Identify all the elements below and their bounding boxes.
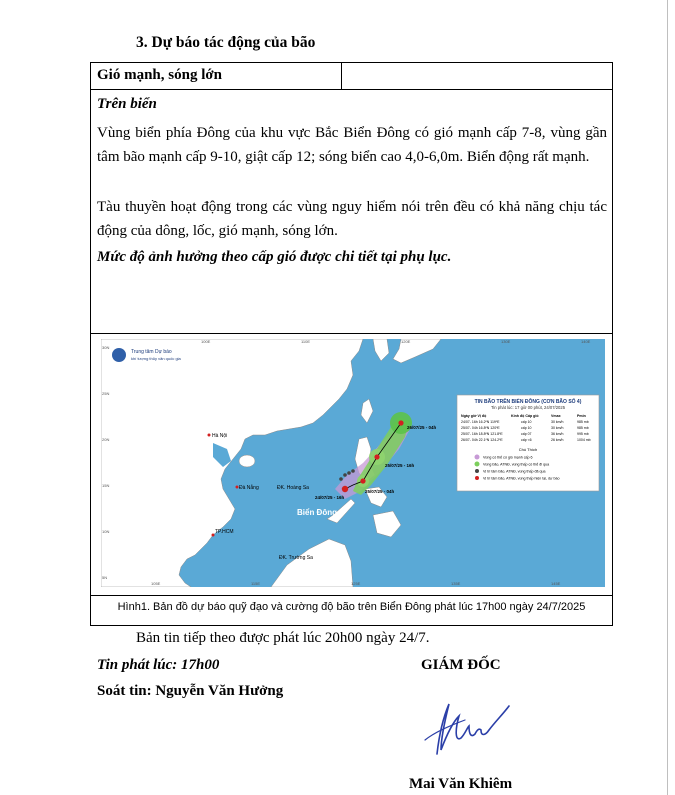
- legend-cone-icon: [475, 462, 480, 467]
- svg-text:cấp 10: cấp 10: [521, 426, 532, 430]
- bulletin-col-2: Kinh độ Cấp gió: [511, 414, 539, 418]
- signer-name: Mai Văn Khiêm: [409, 776, 513, 792]
- bulletin-col-4: Pmin: [577, 414, 586, 418]
- agency-logo-icon: [112, 348, 126, 362]
- svg-text:30 km/h: 30 km/h: [551, 426, 564, 430]
- appendix-note: Mức độ ảnh hưởng theo cấp gió được chi tiết tại phụ lục.: [97, 249, 452, 265]
- track-label-26-04: 26/07/25 - 04h: [407, 425, 437, 430]
- svg-text:145E: 145E: [551, 581, 561, 586]
- legend-item-4: Vị trí tâm bão, ATNĐ, vùng thấp hiện tại, dự báo: [483, 476, 560, 481]
- svg-text:cấp 10: cấp 10: [521, 420, 532, 424]
- legend-item-2: Vùng bão, ATNĐ, vùng thấp có thể đi qua: [483, 462, 550, 467]
- bulletin-col-3: Vmax: [551, 414, 561, 418]
- wind-wave-paragraph: Vùng biển phía Đông của khu vực Bắc Biển Đông có gió mạnh cấp 7-8, vùng gần tâm bão mạnh cấp 9-10, giật cấp 12; sóng biển cao 4,0-6,0m. Biển động rất mạnh.: [97, 125, 607, 165]
- svg-text:115E: 115E: [251, 581, 261, 586]
- legend-item-3: Vị trí tâm bão, ATNĐ, vùng thấp đã qua: [483, 469, 546, 474]
- svg-text:105E: 105E: [151, 581, 161, 586]
- table-header-label: Gió mạnh, sóng lớn: [97, 67, 223, 83]
- svg-text:135E: 135E: [451, 581, 461, 586]
- agency-logo-line1: Trung tâm Dự báo: [131, 349, 172, 355]
- svg-text:10N: 10N: [102, 529, 110, 534]
- svg-text:125E: 125E: [351, 581, 361, 586]
- danang-label: Đà Nẵng: [239, 485, 259, 491]
- svg-text:cấp 07: cấp 07: [521, 432, 532, 436]
- svg-text:26/07- 04h 22.1ºN 124.2ºE: 26/07- 04h 22.1ºN 124.2ºE: [461, 438, 503, 442]
- hoangsa-label: ĐK. Hoàng Sa: [277, 485, 309, 491]
- bulletin-title: TIN BÃO TRÊN BIỂN ĐÔNG (CƠN BÃO SỐ 4): [474, 399, 582, 405]
- track-label-24-16: 24/07/25 - 16h: [315, 495, 345, 500]
- svg-text:25N: 25N: [102, 391, 110, 396]
- at-sea-subheading: Trên biển: [97, 96, 157, 112]
- bien-dong-label: Biển Đông: [297, 508, 337, 517]
- svg-text:985 mb: 985 mb: [577, 426, 589, 430]
- agency-logo-line2: khí tượng thủy văn quốc gia: [131, 356, 181, 361]
- storm-center-25-04: [360, 478, 365, 483]
- svg-text:100E: 100E: [201, 339, 211, 344]
- section-heading: 3. Dự báo tác động của bão: [136, 34, 316, 51]
- issued-time: Tin phát lúc: 17h00: [97, 657, 220, 673]
- svg-text:25/07- 16h 18.8ºN 121.8ºE: 25/07- 16h 18.8ºN 121.8ºE: [461, 432, 503, 436]
- storm-center-25-16: [374, 454, 379, 459]
- svg-text:cấp <6: cấp <6: [521, 438, 532, 442]
- at-sea-cell: [91, 89, 612, 334]
- svg-text:120E: 120E: [401, 339, 411, 344]
- storm-center-26-04: [398, 420, 403, 425]
- svg-text:24/07- 16h 16.2ºN 119ºE: 24/07- 16h 16.2ºN 119ºE: [461, 420, 500, 424]
- table-column-divider: [341, 63, 342, 89]
- svg-text:25/07- 04h 16.8ºN 120ºE: 25/07- 04h 16.8ºN 120ºE: [461, 426, 500, 430]
- svg-text:30N: 30N: [102, 345, 110, 350]
- svg-text:110E: 110E: [301, 339, 311, 344]
- director-title: GIÁM ĐỐC: [421, 657, 501, 673]
- table-header-row: [91, 63, 612, 90]
- bulletin-issued: Tin phát lúc: 17 giờ 00 phút, 24/07/2025: [490, 405, 566, 410]
- storm-track-map: [101, 339, 605, 587]
- svg-text:5N: 5N: [102, 575, 108, 580]
- editor-line: Soát tin: Nguyễn Văn Hưởng: [97, 683, 284, 699]
- storm-center-current: [342, 486, 348, 492]
- svg-text:36 km/h: 36 km/h: [551, 432, 564, 436]
- next-bulletin-note: Bản tin tiếp theo được phát lúc 20h00 ngày 24/7.: [136, 630, 430, 646]
- figure-caption: Hình1. Bản đồ dự báo quỹ đạo và cường độ bão trên Biển Đông phát lúc 17h00 ngày 24/7/2025: [117, 601, 586, 613]
- bulletin-col-1: Ngày giờ Vị độ: [461, 414, 487, 418]
- director-signature: [405, 690, 515, 770]
- track-label-25-04: 25/07/25 - 04h: [365, 489, 395, 494]
- svg-text:26 km/h: 26 km/h: [551, 438, 564, 442]
- svg-text:15N: 15N: [102, 483, 110, 488]
- map-cell: [91, 333, 612, 596]
- track-label-25-16: 25/07/25 - 16h: [385, 463, 415, 468]
- svg-text:130E: 130E: [501, 339, 511, 344]
- hanoi-label: Hà Nội: [212, 433, 228, 439]
- hcm-label: TP.HCM: [215, 529, 234, 535]
- legend-item-1: Vùng có thể có gió mạnh cấp 6: [483, 455, 533, 460]
- legend-current-icon: [475, 476, 479, 480]
- bulletin-box: [457, 395, 599, 491]
- hanoi-marker: [208, 434, 211, 437]
- vessel-warning-paragraph: Tàu thuyền hoạt động trong các vùng nguy hiểm nói trên đều có khả năng chịu tác động của dông, lốc, gió mạnh, sóng lớn.: [97, 199, 607, 239]
- legend-title: Chú Thích: [518, 447, 538, 452]
- legend-wind-zone-icon: [475, 455, 480, 460]
- map-hainan: [239, 455, 255, 467]
- svg-text:30 km/h: 30 km/h: [551, 420, 564, 424]
- impact-table: [90, 62, 613, 626]
- svg-text:1004 mb: 1004 mb: [577, 438, 591, 442]
- svg-text:995 mb: 995 mb: [577, 432, 589, 436]
- legend-past-icon: [475, 469, 479, 473]
- svg-text:140E: 140E: [581, 339, 591, 344]
- truongsa-label: ĐK. Trường Sa: [279, 555, 313, 561]
- svg-text:20N: 20N: [102, 437, 110, 442]
- svg-text:985 mb: 985 mb: [577, 420, 589, 424]
